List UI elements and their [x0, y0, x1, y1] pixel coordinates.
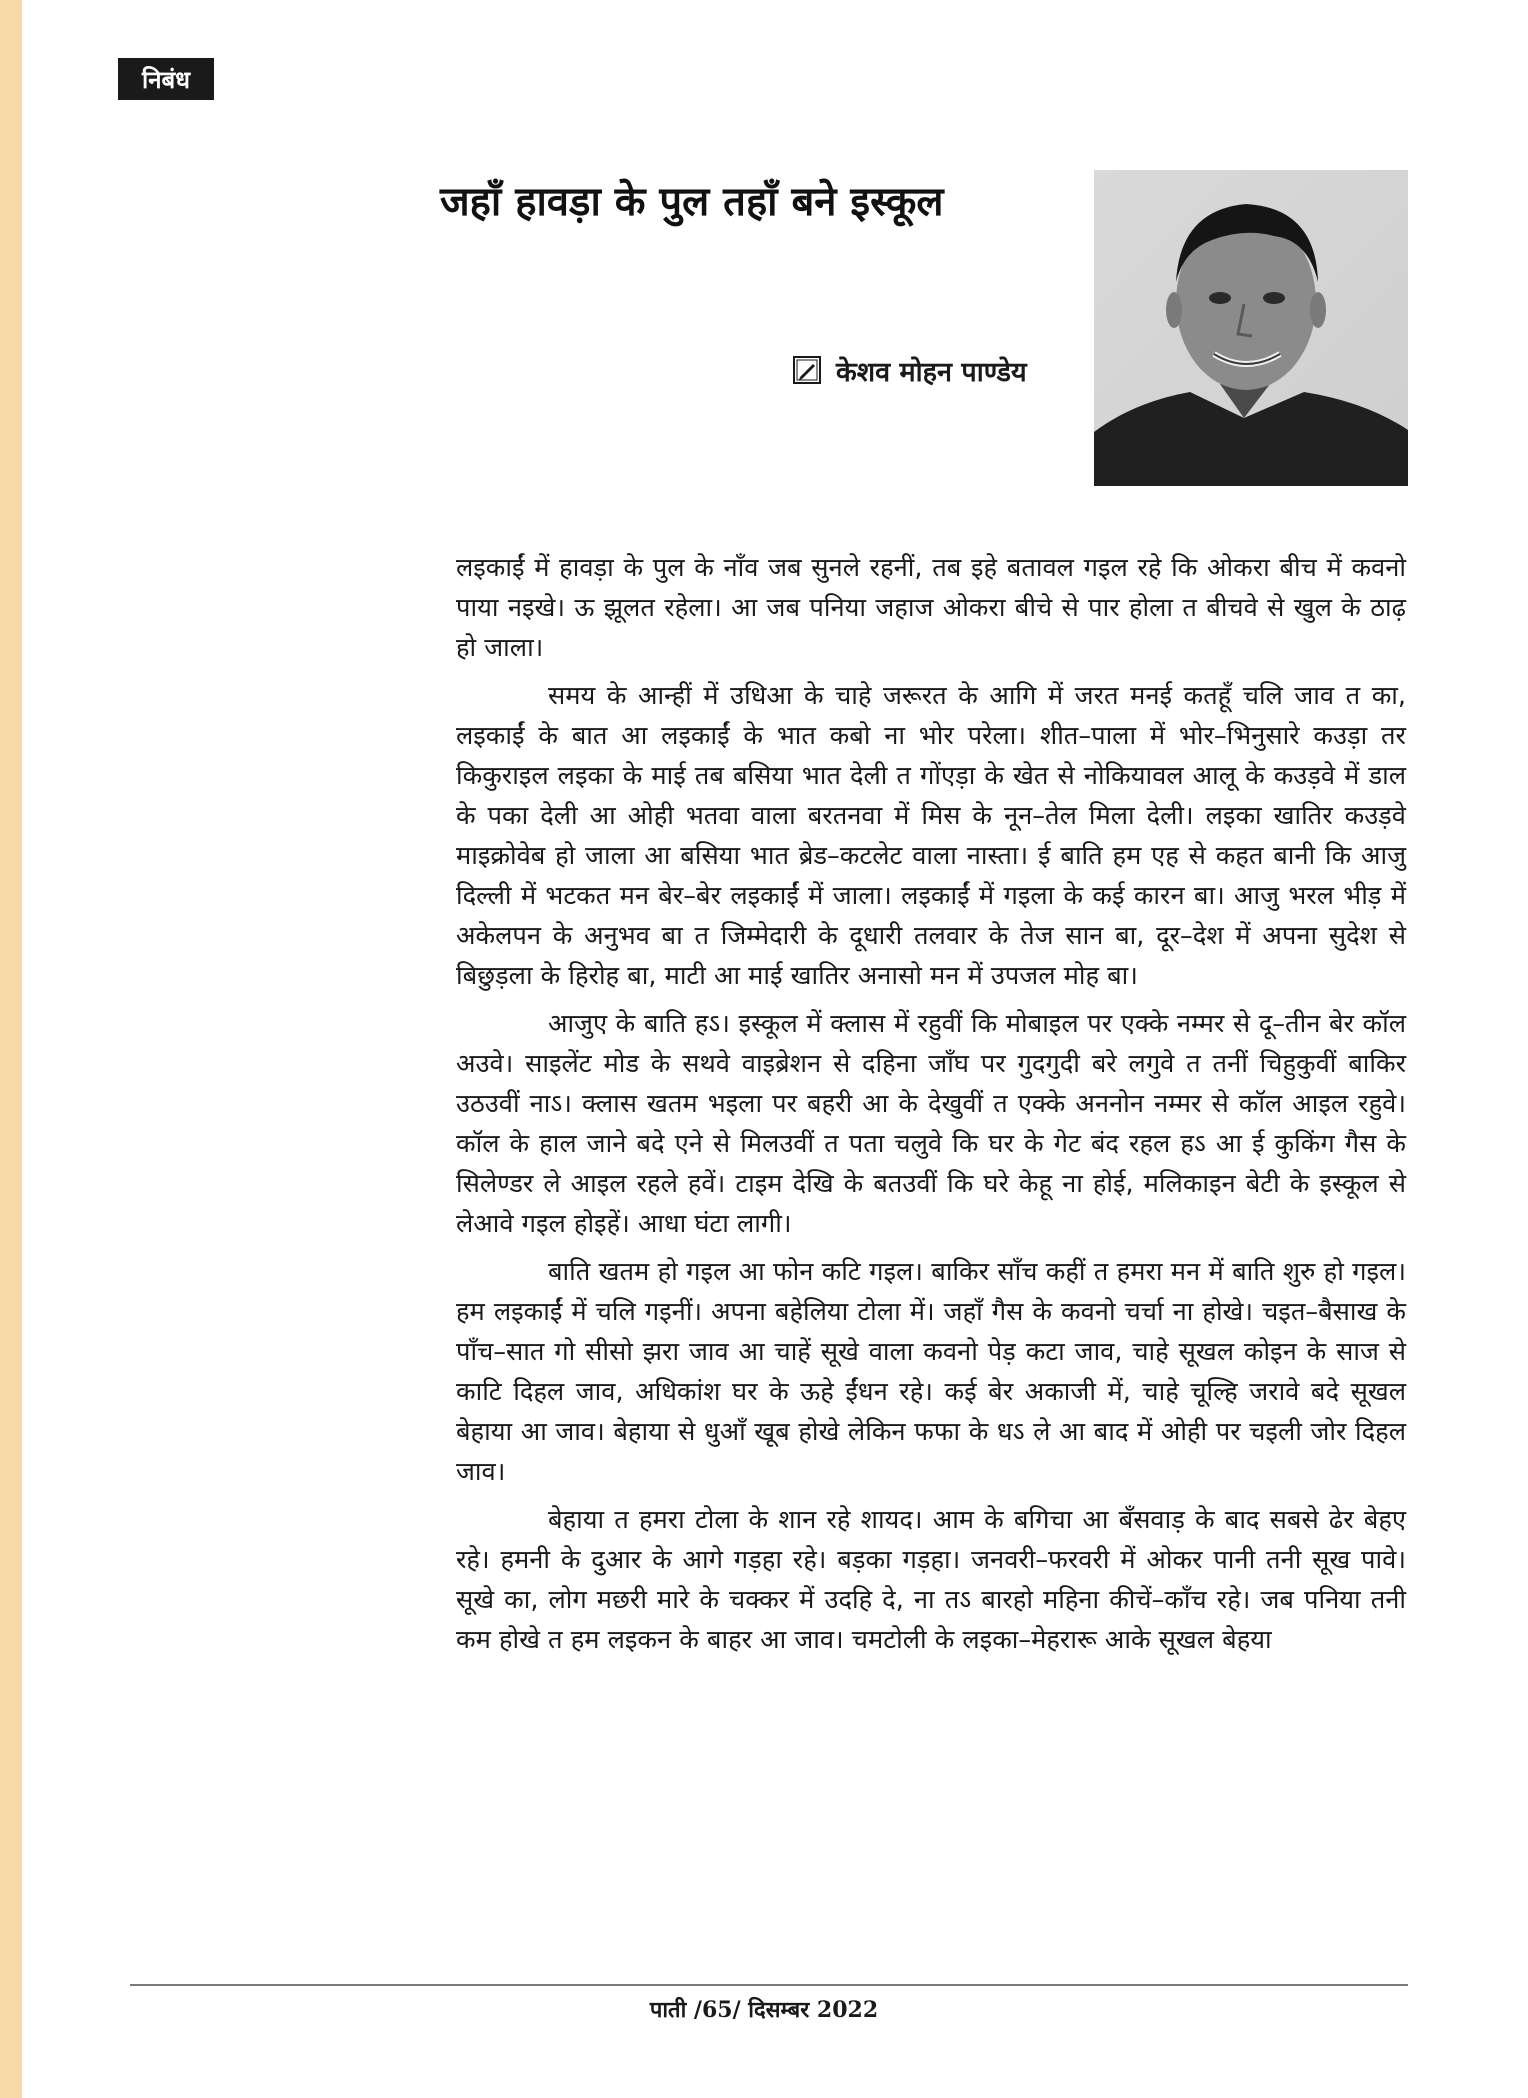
pen-icon [792, 355, 822, 385]
article-paragraph: समय के आन्हीं में उधिआ के चाहे जरूरत के आगि में जरत मनई कतहूँ चलि जाव त का, लइकाईं के बात आ लइकाईं के भात कबो ना भोर परेला। शीत–पाला में भोर–भिनुसारे कउड़ा तर किकुराइल लइका के माई तब बसिया भात देली त गोंएड़ा के खेत से नोकियावल आलू के कउड़वे में डाल के पका देली आ ओही भतवा वाला बरतनवा में मिस के नून–तेल मिला देली। लइका खातिर कउड़वे माइक्रोवेब हो जाला आ बसिया भात ब्रेड–कटलेट वाला नास्ता। ई बाति हम एह से कहत बानी कि आजु दिल्ली में भटकत मन बेर–बेर लइकाईं में जाला। लइकाईं में गइला के कई कारन बा। आजु भरल भीड़ में अकेलपन के अनुभव बा त जिम्मेदारी के दूधारी तलवार के तेज सान बा, दूर–देश में अपना सुदेश से बिछुड़ला के हिरोह बा, माटी आ माई खातिर अनासो मन में उपजल मोह बा। [456, 681, 1406, 991]
author-photo [1094, 170, 1408, 486]
article-body [456, 548, 1406, 1668]
page-folio: पाती /65/ दिसम्बर 2022 [649, 1997, 879, 2023]
article-title: जहाँ हावड़ा के पुल तहाँ बने इस्कूल [440, 179, 944, 225]
article-paragraph: बेहाया त हमरा टोला के शान रहे शायद। आम के बगिचा आ बँसवाड़ के बाद सबसे ढेर बेहए रहे। हमनी के दुआर के आगे गड़हा रहे। बड़का गड़हा। जनवरी–फरवरी में ओकर पानी तनी सूख पावे। सूखे का, लोग मछरी मारे के चक्कर में उदहि दे, ना तऽ बारहो महिना कीचें–काँच रहे। जब पनिया तनी कम होखे त हम लइकन के बाहर आ जाव। चमटोली के लइका–मेहरारू आके सूखल बेहया [456, 1505, 1406, 1655]
left-color-strip [0, 0, 22, 2098]
author-byline [792, 350, 1112, 390]
article-paragraph: लइकाईं में हावड़ा के पुल के नाँव जब सुनले रहनीं, तब इहे बतावल गइल रहे कि ओकरा बीच में कवनो पाया नइखे। ऊ झूलत रहेला। आ जब पनिया जहाज ओकरा बीचे से पार होला त बीचवे से खुल के ठाढ़ हो जाला। [456, 553, 1406, 663]
author-name: केशव मोहन पाण्डेय [836, 356, 1027, 388]
article-paragraph: बाति खतम हो गइल आ फोन कटि गइल। बाकिर साँच कहीं त हमरा मन में बाति शुरु हो गइल। हम लइकाईं में चलि गइनीं। अपना बहेलिया टोला में। जहाँ गैस के कवनो चर्चा ना होखे। चइत–बैसाख के पाँच–सात गो सीसो झरा जाव आ चाहें सूखे वाला कवनो पेड़ कटा जाव, चाहे सूखल कोइन के साज से काटि दिहल जाव, अधिकांश घर के ऊहे ईंधन रहे। कई बेर अकाजी में, चाहे चूल्हि जरावे बदे सूखल बेहाया आ जाव। बेहाया से धुआँ खूब होखे लेकिन फफा के धऽ ले आ बाद में ओही पर चइली जोर दिहल जाव। [456, 1257, 1406, 1487]
article-paragraph: आजुए के बाति हऽ। इस्कूल में क्लास में रहुवीं कि मोबाइल पर एक्के नम्मर से दू–तीन बेर कॉल अउवे। साइलेंट मोड के सथवे वाइब्रेशन से दहिना जाँघ पर गुदगुदी बरे लगुवे त तनीं चिहुकुवीं बाकिर उठउवीं नाऽ। क्लास खतम भइला पर बहरी आ के देखुवीं त एक्के अननोन नम्मर से कॉल आइल रहुवे। कॉल के हाल जाने बदे एने से मिलउवीं त पता चलुवे कि घर के गेट बंद रहल हऽ आ ई कुकिंग गैस के सिलेण्डर ले आइल रहले हवें। टाइम देखि के बतउवीं कि घरे केहू ना होई, मलिकाइन बेटी के इस्कूल से लेआवे गइल होइहें। आधा घंटा लागी। [456, 1009, 1406, 1239]
footer-rule [130, 1984, 1408, 1986]
section-tag: निबंध [118, 58, 214, 100]
